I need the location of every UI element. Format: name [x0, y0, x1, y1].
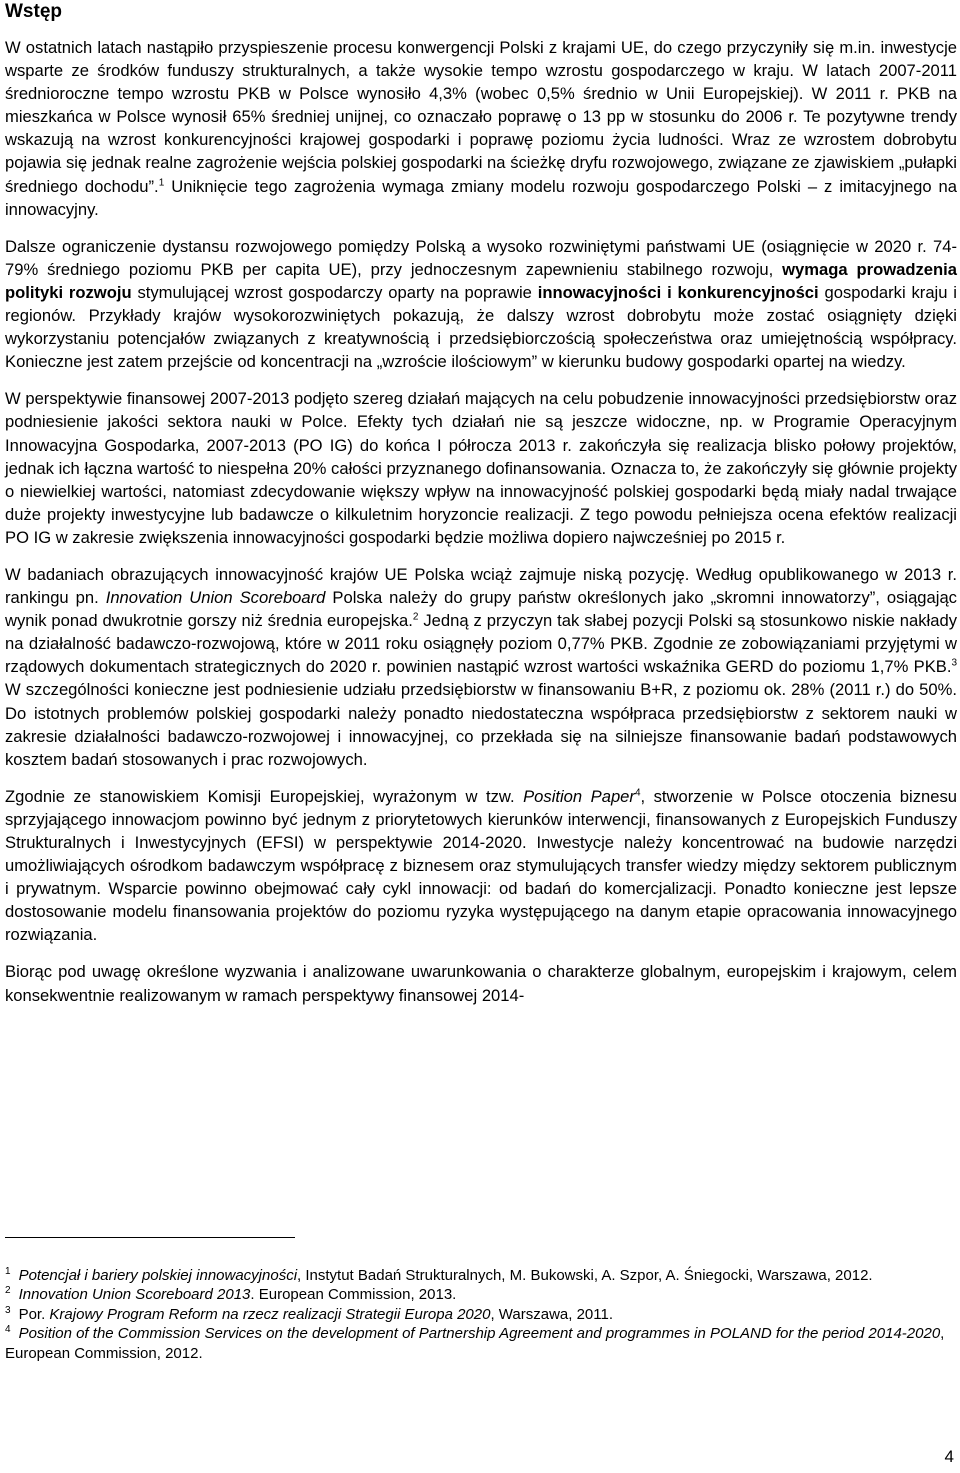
paragraph-1	[5, 36, 957, 221]
footnote-2	[5, 1285, 957, 1304]
paragraph-4-text: W badaniach obrazujących innowacyjność krajów UE Polska wciąż zajmuje niską pozycję. Według opublikowanego w 2013 r. rankingu pn.	[5, 564, 957, 608]
footnote-number: 1	[5, 1266, 11, 1277]
paragraph-2-bold-phrase-2: innowacyjności i konkurencyjności	[537, 282, 819, 302]
paragraph-6: Biorąc pod uwagę określone wyzwania i analizowane uwarunkowania o charakterze globalnym, europejskim i krajowym, celem konsekwentnie realizowanym w ramach perspektywy finansowej 2014-	[5, 962, 957, 1005]
footnotes	[5, 1266, 957, 1363]
page-number: 4	[944, 1447, 954, 1466]
footnote-1	[5, 1266, 957, 1285]
paragraph-4-text-mid-2: Jedną z przyczyn tak słabej pozycji Polski są stosunkowo niskie nakłady na działalność badawczo-rozwojową, które w 2011 roku osiągnęły poziom 0,77% PKB. Zgodnie ze zobowiązaniami przyjętymi w rządowych dokumentach strategicznych do 2020 r. powinien nastąpić wzrost wartości wskaźnika GERD do poziomu 1,7% PKB.	[5, 611, 957, 677]
footnote-3	[5, 1305, 957, 1324]
footnote-italic-title: Krajowy Program Reform na rzecz realizacji Strategii Europa 2020	[49, 1305, 491, 1323]
paragraph-5-text-end: , stworzenie w Polsce otoczenia biznesu sprzyjającego innowacjom powinno być jednym z priorytetowych kierunków interwencji, finansowanych z Europejskich Funduszy Strukturalnych i Inwestycyjnych (EFSI) w perspektywie 2014-2020. Inwestycje należy koncentrować na budowie narzędzi umożliwiających ośrodkom badawczym współpracę z biznesem oraz stymulujących transfer wiedzy między sektorem publicznym i prywatnym. Wsparcie powinno obejmować cały cykl innowacji: od badań do komercjalizacji. Ponadto konieczne jest lepsze dostosowanie modelu finansowania projektów do poziomu ryzyka występującego na danym etapie opracowania innowacyjnego rozwiązania.	[5, 786, 957, 945]
footnote-italic-title: Innovation Union Scoreboard 2013	[18, 1286, 251, 1304]
paragraph-4-text-end: W szczególności konieczne jest podniesienie udziału przedsiębiorstw w finansowaniu B+R, z poziomu ok. 28% (2011 r.) do 50%. Do istotnych problemów polskiej gospodarki należy ponadto niedostateczna współpraca przedsiębiorstw z sektorem nauki w zakresie działalności badawczo-rozwojowej i innowacyjnej, co przekłada się na silniejsze finansowanie badań podstawowych kosztem badań stosowanych i prac rozwojowych.	[5, 680, 957, 769]
footnote-number: 2	[5, 1285, 11, 1297]
footnote-italic-title: Potencjał i bariery polskiej innowacyjności	[18, 1267, 298, 1284]
paragraph-1-text: W ostatnich latach nastąpiło przyspieszenie procesu konwergencji Polski z krajami UE, do czego przyczyniły się m.in. inwestycje wsparte ze środków funduszy strukturalnych, a także wysokie tempo wzrostu gospodarczego w kraju. W latach 2007-2011 średnioroczne tempo wzrostu PKB w Polsce wynosiło 4,3% (wobec 0,5% średnio w Unii Europejskiej). W 2011 r. PKB na mieszkańca w Polsce wynosił 65% średniej unijnej, co oznaczało poprawę o 13 pp w stosunku do 2006 r. Te pozytywne trendy wskazują na wzrost konkurencyjności krajowej gospodarki i poprawę poziomu życia ludności. Wraz ze wzrostem dobrobytu pojawia się jednak realne zagrożenie wejścia polskiej gospodarki na ścieżkę dryfu rozwojowego, związane ze zjawiskiem „pułapki średniego dochodu”.	[5, 38, 957, 196]
footnote-text: . European Commission, 2013.	[250, 1286, 457, 1304]
footnote-ref-1[interactable]: 1	[158, 177, 165, 189]
paragraph-2-bold-phrase-1: wymaga prowadzenia polityki rozwoju	[5, 259, 957, 302]
footnote-ref-2[interactable]: 2	[412, 611, 419, 623]
paragraph-4-text-mid: Polska należy do grupy państw określonych jako „skromni innowatorzy”, osiągając wynik ponad dwukrotnie gorszy niż średnia europejska.	[5, 588, 957, 631]
footnote-text: , Instytut Badań Strukturalnych, M. Bukowski, A. Szpor, A. Śniegocki, Warszawa, 2012.	[297, 1267, 873, 1284]
footnote-ref-3[interactable]: 3	[951, 657, 957, 669]
paragraph-3: W perspektywie finansowej 2007-2013 podjęto szereg działań mających na celu pobudzenie innowacyjności przedsiębiorstw oraz podniesienie jakości sektora nauki w Polce. Efekty tych działań nie są jeszcze widoczne, np. w Programie Operacyjnym Innowacyjna Gospodarka, 2007-2013 (PO IG) do końca I półrocza 2013 r. zakończyła się realizacja blisko połowy projektów, jednak ich łączna wartość to niespełna 20% całości przyznanego dofinansowania. Oznacza to, że zakończyły się głównie projekty o niewielkiej wartości, natomiast zdecydowanie większy wpływ na innowacyjność polskiej gospodarki będą miały nadal trwające duże projekty inwestycyjne lub badawcze o kilkuletnim horyzoncie realizacji. Z tego powodu pełniejsza ocena efektów realizacji PO IG w zakresie zwiększenia innowacyjności gospodarki będzie możliwa dopiero najwcześniej po 2015 r.	[5, 389, 957, 547]
footnote-4	[5, 1324, 957, 1363]
paragraph-4-italic-title: Innovation Union Scoreboard	[105, 588, 326, 608]
paragraph-1-text-end: Uniknięcie tego zagrożenia wymaga zmiany modelu rozwoju gospodarczego Polski – z imitacyjnego na innowacyjny.	[5, 176, 958, 219]
paragraph-5	[5, 785, 957, 947]
footnote-number: 4	[5, 1324, 11, 1336]
paragraph-2-text-end: gospodarki kraju i regionów. Przykłady krajów wysokorozwiniętych pokazują, że dalszy wzrost dobrobytu może zostać osiągnięty dzięki wykorzystaniu potencjałów związanych z kreatywnością i przedsiębiorczością społeczeństwa oraz umiejętnością współpracy. Konieczne jest zatem przejście od koncentracji na „wzroście ilościowym” w kierunku budowy gospodarki opartej na wiedzy.	[5, 282, 957, 372]
paragraph-2	[5, 235, 957, 374]
footnote-separator	[5, 1237, 295, 1238]
paragraph-5-italic-title: Position Paper	[523, 786, 635, 806]
paragraph-4	[5, 563, 957, 771]
footnote-number: 3	[5, 1304, 11, 1316]
paragraph-5-text: Zgodnie ze stanowiskiem Komisji Europejskiej, wyrażonym w tzw.	[5, 786, 524, 806]
footnote-text: , Warszawa, 2011.	[490, 1305, 614, 1323]
footnote-text: , European Commission, 2012.	[5, 1325, 945, 1362]
paragraph-2-text: Dalsze ograniczenie dystansu rozwojowego pomiędzy Polską a wysoko rozwiniętymi państwami UE (osiągnięcie w 2020 r. 74-79% średniego poziomu PKB per capita UE), przy jednoczesnym zapewnieniu stabilnego rozwoju,	[5, 236, 957, 279]
footnote-italic-title: Position of the Commission Services on the development of Partnership Agreement and programmes in POLAND for the period 2014-2020	[18, 1325, 941, 1343]
paragraph-2-text-mid: stymulującej wzrost gospodarczy oparty na poprawie	[131, 282, 538, 302]
body-text	[5, 36, 957, 1007]
footnote-prefix: Por.	[18, 1305, 50, 1323]
footnote-ref-4[interactable]: 4	[634, 787, 641, 799]
section-heading: Wstęp	[5, 1, 62, 22]
